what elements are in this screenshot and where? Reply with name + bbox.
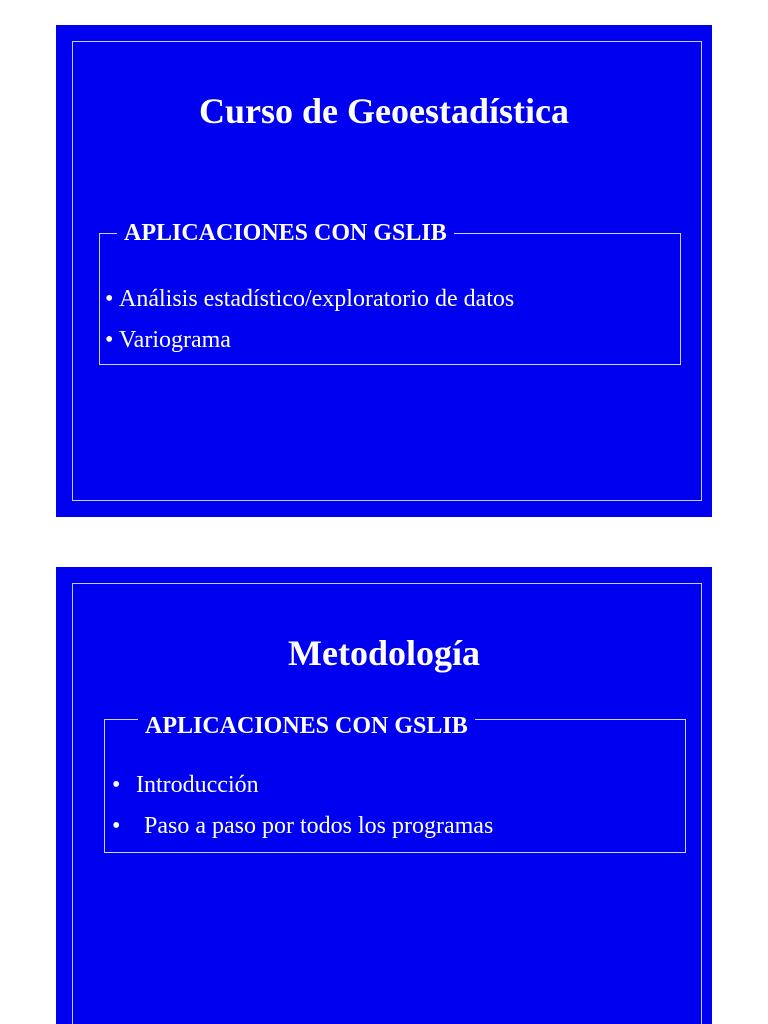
bullet-text: Introducción [136,772,259,798]
slide-title: Curso de Geoestadística [199,91,569,131]
bullet-list [112,771,493,853]
bullet-symbol: • [112,772,121,798]
section-heading: APLICACIONES CON GSLIB [117,219,454,247]
section-box [99,220,681,365]
bullet-symbol: • [105,327,114,353]
slide-2 [56,567,712,1024]
bullet-text: Análisis estadístico/exploratorio de datos [119,286,515,312]
bullet-text: Paso a paso por todos los programas [144,813,494,839]
section-box [104,713,686,853]
slide-1 [56,25,712,517]
list-item [105,285,514,326]
list-item [112,771,493,812]
section-heading: APLICACIONES CON GSLIB [138,712,475,740]
list-item [112,812,493,853]
bullet-list [105,285,514,367]
bullet-symbol: • [112,813,121,839]
slide-title: Metodología [288,633,480,673]
bullet-symbol: • [105,286,114,312]
list-item [105,326,514,367]
bullet-text: Variograma [119,327,231,353]
